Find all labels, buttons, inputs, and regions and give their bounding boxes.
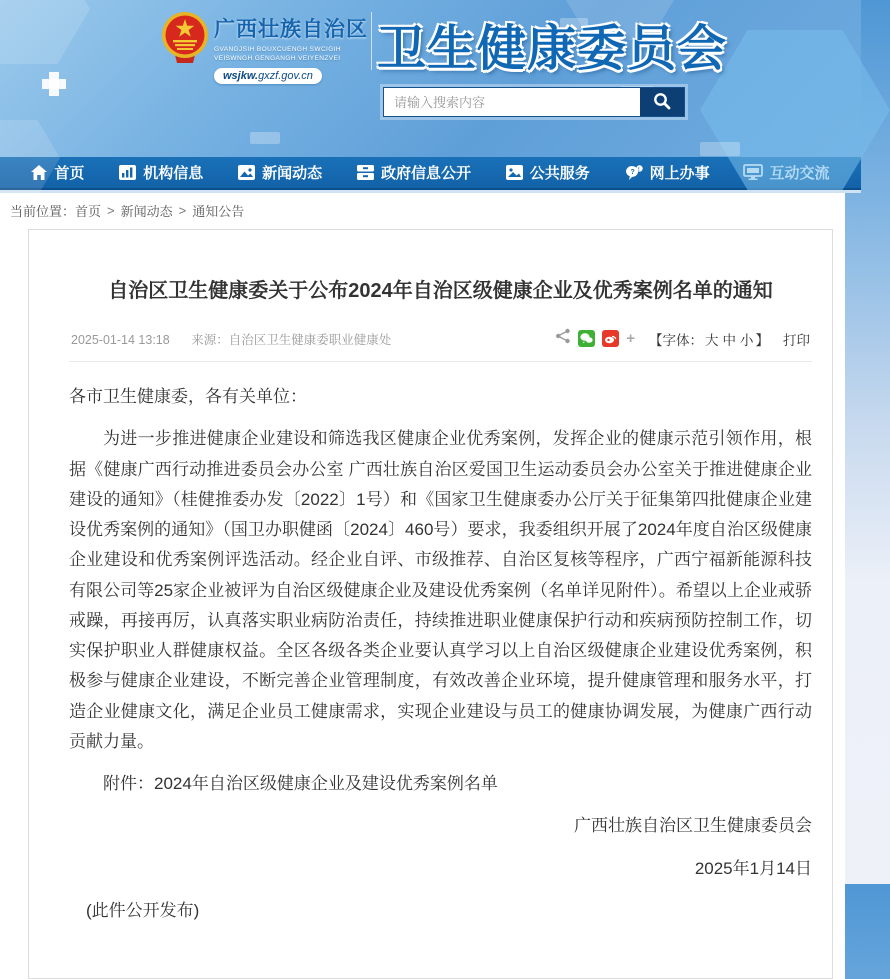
search-input[interactable] [384, 88, 640, 116]
article-tools [555, 328, 810, 349]
font-size-control [649, 329, 769, 349]
paragraph-main: 为进一步推进健康企业建设和筛选我区健康企业优秀案例，发挥企业的健康示范引领作用，根据《健康广西行动推进委员会办公室 广西壮族自治区爱国卫生运动委员会办公室关于推进健康企业建设的通知》（桂健推委办发〔2022〕1号）和《国家卫生健康委办公厅关于征集第四批健康企业建设优秀案例的通知》（国卫办职健函〔2024〕460号）要求，我委组织开展了2024年度自治区级健康企业建设和优秀案例评选活动。经企业自评、市级推荐、自治区复核等程序，广西宁福新能源科技有限公司等25家企业被评为自治区级健康企业及建设优秀案例（名单详见附件）。希望以上企业戒骄戒躁，再接再厉，认真落实职业病防治责任，持续推进职业健康保护行动和疾病预防控制工作，切实保护职业人群健康权益。全区各级各类企业要认真学习以上自治区级健康企业建设优秀案例，积极参与健康企业建设，不断完善企业管理制度，有效改善企业环境，提升健康管理和服务水平，打造企业健康文化，满足企业员工健康需求，实现企业建设与员工的健康协调发展，为健康广西行动贡献力量。 [69, 429, 812, 751]
nav-item-gov-disclosure[interactable]: 政府信息公开 [357, 162, 471, 183]
archive-icon [357, 165, 374, 180]
news-image-icon [238, 165, 255, 180]
plus-cross-decoration [42, 72, 66, 96]
search-bar [383, 87, 685, 117]
rect-decoration [250, 132, 280, 144]
chat-bubbles-icon [625, 165, 643, 181]
article-meta-row [69, 328, 812, 362]
share-nodes-icon[interactable] [555, 328, 571, 349]
breadcrumb-home[interactable]: 首页 [75, 203, 102, 219]
font-label-close: 】 [755, 332, 769, 348]
breadcrumb-notices[interactable]: 通知公告 [192, 203, 245, 219]
svg-text:?: ? [630, 168, 635, 176]
article-container [28, 229, 833, 979]
svg-text:!: ! [637, 166, 640, 173]
article-title: 自治区卫生健康委关于公布2024年自治区级健康企业及优秀案例名单的通知 [108, 280, 773, 302]
image-icon [506, 165, 523, 180]
signature-org: 广西壮族自治区卫生健康委员会 [574, 816, 812, 836]
source-label: 来源： [191, 332, 229, 347]
article-body [69, 382, 812, 926]
hexagon-decoration [0, 0, 90, 64]
main-panel [0, 193, 845, 979]
nav-item-org-info[interactable]: 机构信息 [119, 162, 203, 183]
nav-item-home[interactable]: 首页 [31, 162, 84, 183]
font-label-open: 【字体： [649, 332, 703, 348]
org-brand-block [214, 13, 366, 84]
more-share-icon[interactable]: + [626, 330, 635, 347]
share-group [555, 328, 635, 349]
site-title: 卫生健康委员会 [377, 19, 728, 77]
breadcrumb-separator: > [107, 202, 115, 218]
site-header [0, 0, 861, 157]
national-emblem [160, 11, 210, 65]
paragraph-salutation: 各市卫生健康委，各有关单位： [69, 387, 307, 406]
wechat-icon[interactable] [578, 330, 595, 347]
org-name-zhuang: GVANGJSIH BOUXCUENGH SWCIGIH VEISWNGH GENGANGH VEIYENZVEI [214, 46, 342, 62]
article-meta [71, 330, 391, 348]
header-divider [371, 12, 372, 70]
nav-item-news[interactable]: 新闻动态 [238, 162, 322, 183]
search-button[interactable] [640, 88, 684, 116]
publish-date: 2025-01-14 13:18 [71, 332, 170, 347]
public-release-note: (此件公开发布) [86, 900, 200, 920]
font-size-large[interactable]: 大 [705, 332, 719, 348]
breadcrumb-separator: > [178, 202, 187, 218]
rect-decoration [700, 142, 740, 156]
breadcrumb-label: 当前位置： [10, 203, 76, 219]
attachment-link[interactable]: 附件：2024年自治区级健康企业及建设优秀案例名单 [103, 774, 498, 793]
font-size-small[interactable]: 小 [740, 332, 754, 348]
bar-chart-icon [119, 165, 136, 180]
breadcrumb [0, 193, 845, 227]
org-name: 广西壮族自治区 [214, 18, 368, 41]
magnifier-icon [652, 91, 672, 114]
source-value: 自治区卫生健康委职业健康处 [228, 332, 392, 347]
signature-date: 2025年1月14日 [694, 858, 812, 878]
nav-item-public-service[interactable]: 公共服务 [506, 162, 590, 183]
site-domain-badge: wsjkw.gxzf.gov.cn [214, 68, 322, 84]
nav-item-online-service[interactable]: ? ! 网上办事 [625, 162, 710, 183]
print-button[interactable]: 打印 [783, 332, 810, 348]
font-size-medium[interactable]: 中 [722, 332, 736, 348]
weibo-icon[interactable] [602, 330, 619, 347]
breadcrumb-news[interactable]: 新闻动态 [120, 203, 173, 219]
